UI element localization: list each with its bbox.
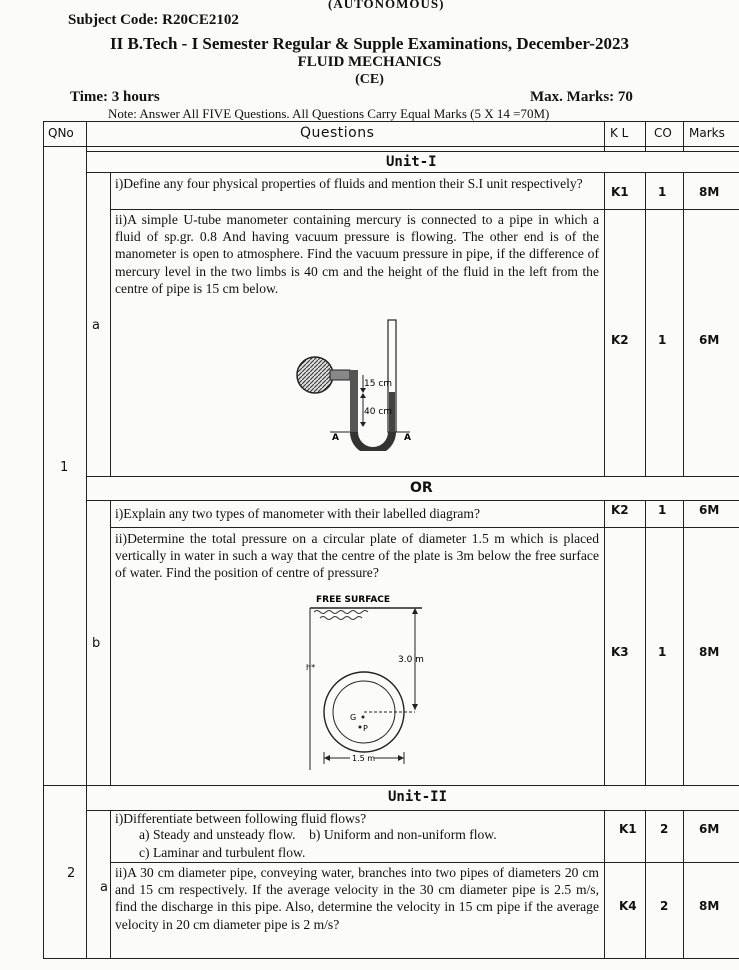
- co-1b-i: 1: [658, 503, 667, 517]
- co-2a-i: 2: [660, 822, 669, 836]
- kl-1a-i: K1: [611, 185, 629, 199]
- autonomous-label: (AUTONOMOUS): [328, 0, 445, 11]
- circular-plate-figure: [300, 590, 440, 778]
- marks-2a-i: 6M: [699, 822, 720, 836]
- part-label-1a: a: [92, 318, 100, 333]
- kl-1b-i: K2: [611, 503, 629, 517]
- diameter-label: 1.5 m: [352, 754, 376, 763]
- marks-1a-i: 8M: [699, 185, 720, 199]
- header-kl: K L: [610, 126, 629, 140]
- question-1a-ii: ii)A simple U-tube manometer containing mercury is connected to a pipe in which a fluid of sp.gr. 0.8 And having vacuum pressure is flowing. The other end is of the manometer is open to atmosphere. Find the vacuum pressure in pipe, if the difference of mercury level in the two limbs is 40 cm and the height of the fluid in the left from the centre of pipe is 15 cm below.: [115, 212, 599, 296]
- marks-2a-ii: 8M: [699, 899, 720, 913]
- part-label-1b: b: [92, 636, 101, 651]
- or-separator: OR: [410, 480, 433, 496]
- question-2a-i-line2: a) Steady and unsteady flow. b) Uniform and non-uniform flow.: [139, 827, 497, 842]
- max-marks-label: Max. Marks: 70: [530, 89, 633, 105]
- unit-2-heading: Unit-II: [388, 789, 448, 805]
- header-co: CO: [654, 126, 672, 140]
- header-questions: Questions: [300, 125, 375, 141]
- co-1b-ii: 1: [658, 645, 667, 659]
- p-label: P: [363, 724, 368, 733]
- time-label: Time: 3 hours: [70, 89, 160, 105]
- kl-1a-ii: K2: [611, 333, 629, 347]
- header-marks: Marks: [689, 126, 725, 140]
- part-label-2a: a: [100, 880, 108, 895]
- question-1a-i: i)Define any four physical properties of fluids and mention their S.I unit respectively?: [115, 176, 583, 191]
- u-tube-manometer-figure: [290, 316, 420, 451]
- g-label: G: [350, 713, 357, 722]
- instructions-note: Note: Answer All FIVE Questions. All Questions Carry Equal Marks (5 X 14 =70M): [108, 106, 550, 121]
- question-2a-ii: ii)A 30 cm diameter pipe, conveying water, branches into two pipes of diameters 20 cm and 15 cm respectively. If the average velocity in the 30 cm diameter pipe is 2.5 m/s, find the discharge in this pipe. Also, determine the velocity in 15 cm pipe if the average velocity in 20 cm diameter pipe is 2 m/s?: [115, 865, 599, 932]
- marks-1b-ii: 8M: [699, 645, 720, 659]
- branch-label: (CE): [355, 72, 384, 87]
- question-1b-i: i)Explain any two types of manometer with their labelled diagram?: [115, 506, 481, 521]
- subject-name: FLUID MECHANICS: [297, 54, 442, 70]
- hstar-label: h*: [306, 663, 316, 672]
- depth-label: 3.0 m: [398, 655, 424, 665]
- marks-1b-i: 6M: [699, 503, 720, 517]
- marks-1a-ii: 6M: [699, 333, 720, 347]
- question-2a-i-title: i)Differentiate between following fluid flows?: [115, 811, 367, 826]
- label-40cm: 40 cm: [364, 407, 393, 417]
- co-1a-ii: 1: [658, 333, 667, 347]
- co-1a-i: 1: [658, 185, 667, 199]
- unit-1-heading: Unit-I: [386, 154, 437, 170]
- free-surface-label: FREE SURFACE: [316, 595, 391, 605]
- question-number-2: 2: [67, 866, 76, 881]
- kl-1b-ii: K3: [611, 645, 629, 659]
- kl-2a-i: K1: [619, 822, 637, 836]
- label-a-right: A: [404, 433, 411, 443]
- question-1b-ii: ii)Determine the total pressure on a circular plate of diameter 1.5 m which is placed vertically in water in such a way that the centre of the plate is 3m below the free surface of water. Find the position of centre of pressure?: [115, 531, 599, 581]
- exam-title: II B.Tech - I Semester Regular & Supple Examinations, December-2023: [110, 34, 629, 53]
- question-2a-i-line3: c) Laminar and turbulent flow.: [139, 845, 306, 860]
- label-15cm: 15 cm: [364, 379, 393, 389]
- co-2a-ii: 2: [660, 899, 669, 913]
- subject-code: Subject Code: R20CE2102: [68, 12, 239, 28]
- header-qno: QNo: [48, 126, 74, 140]
- question-number-1: 1: [60, 460, 69, 475]
- label-a-left: A: [332, 433, 339, 443]
- kl-2a-ii: K4: [619, 899, 637, 913]
